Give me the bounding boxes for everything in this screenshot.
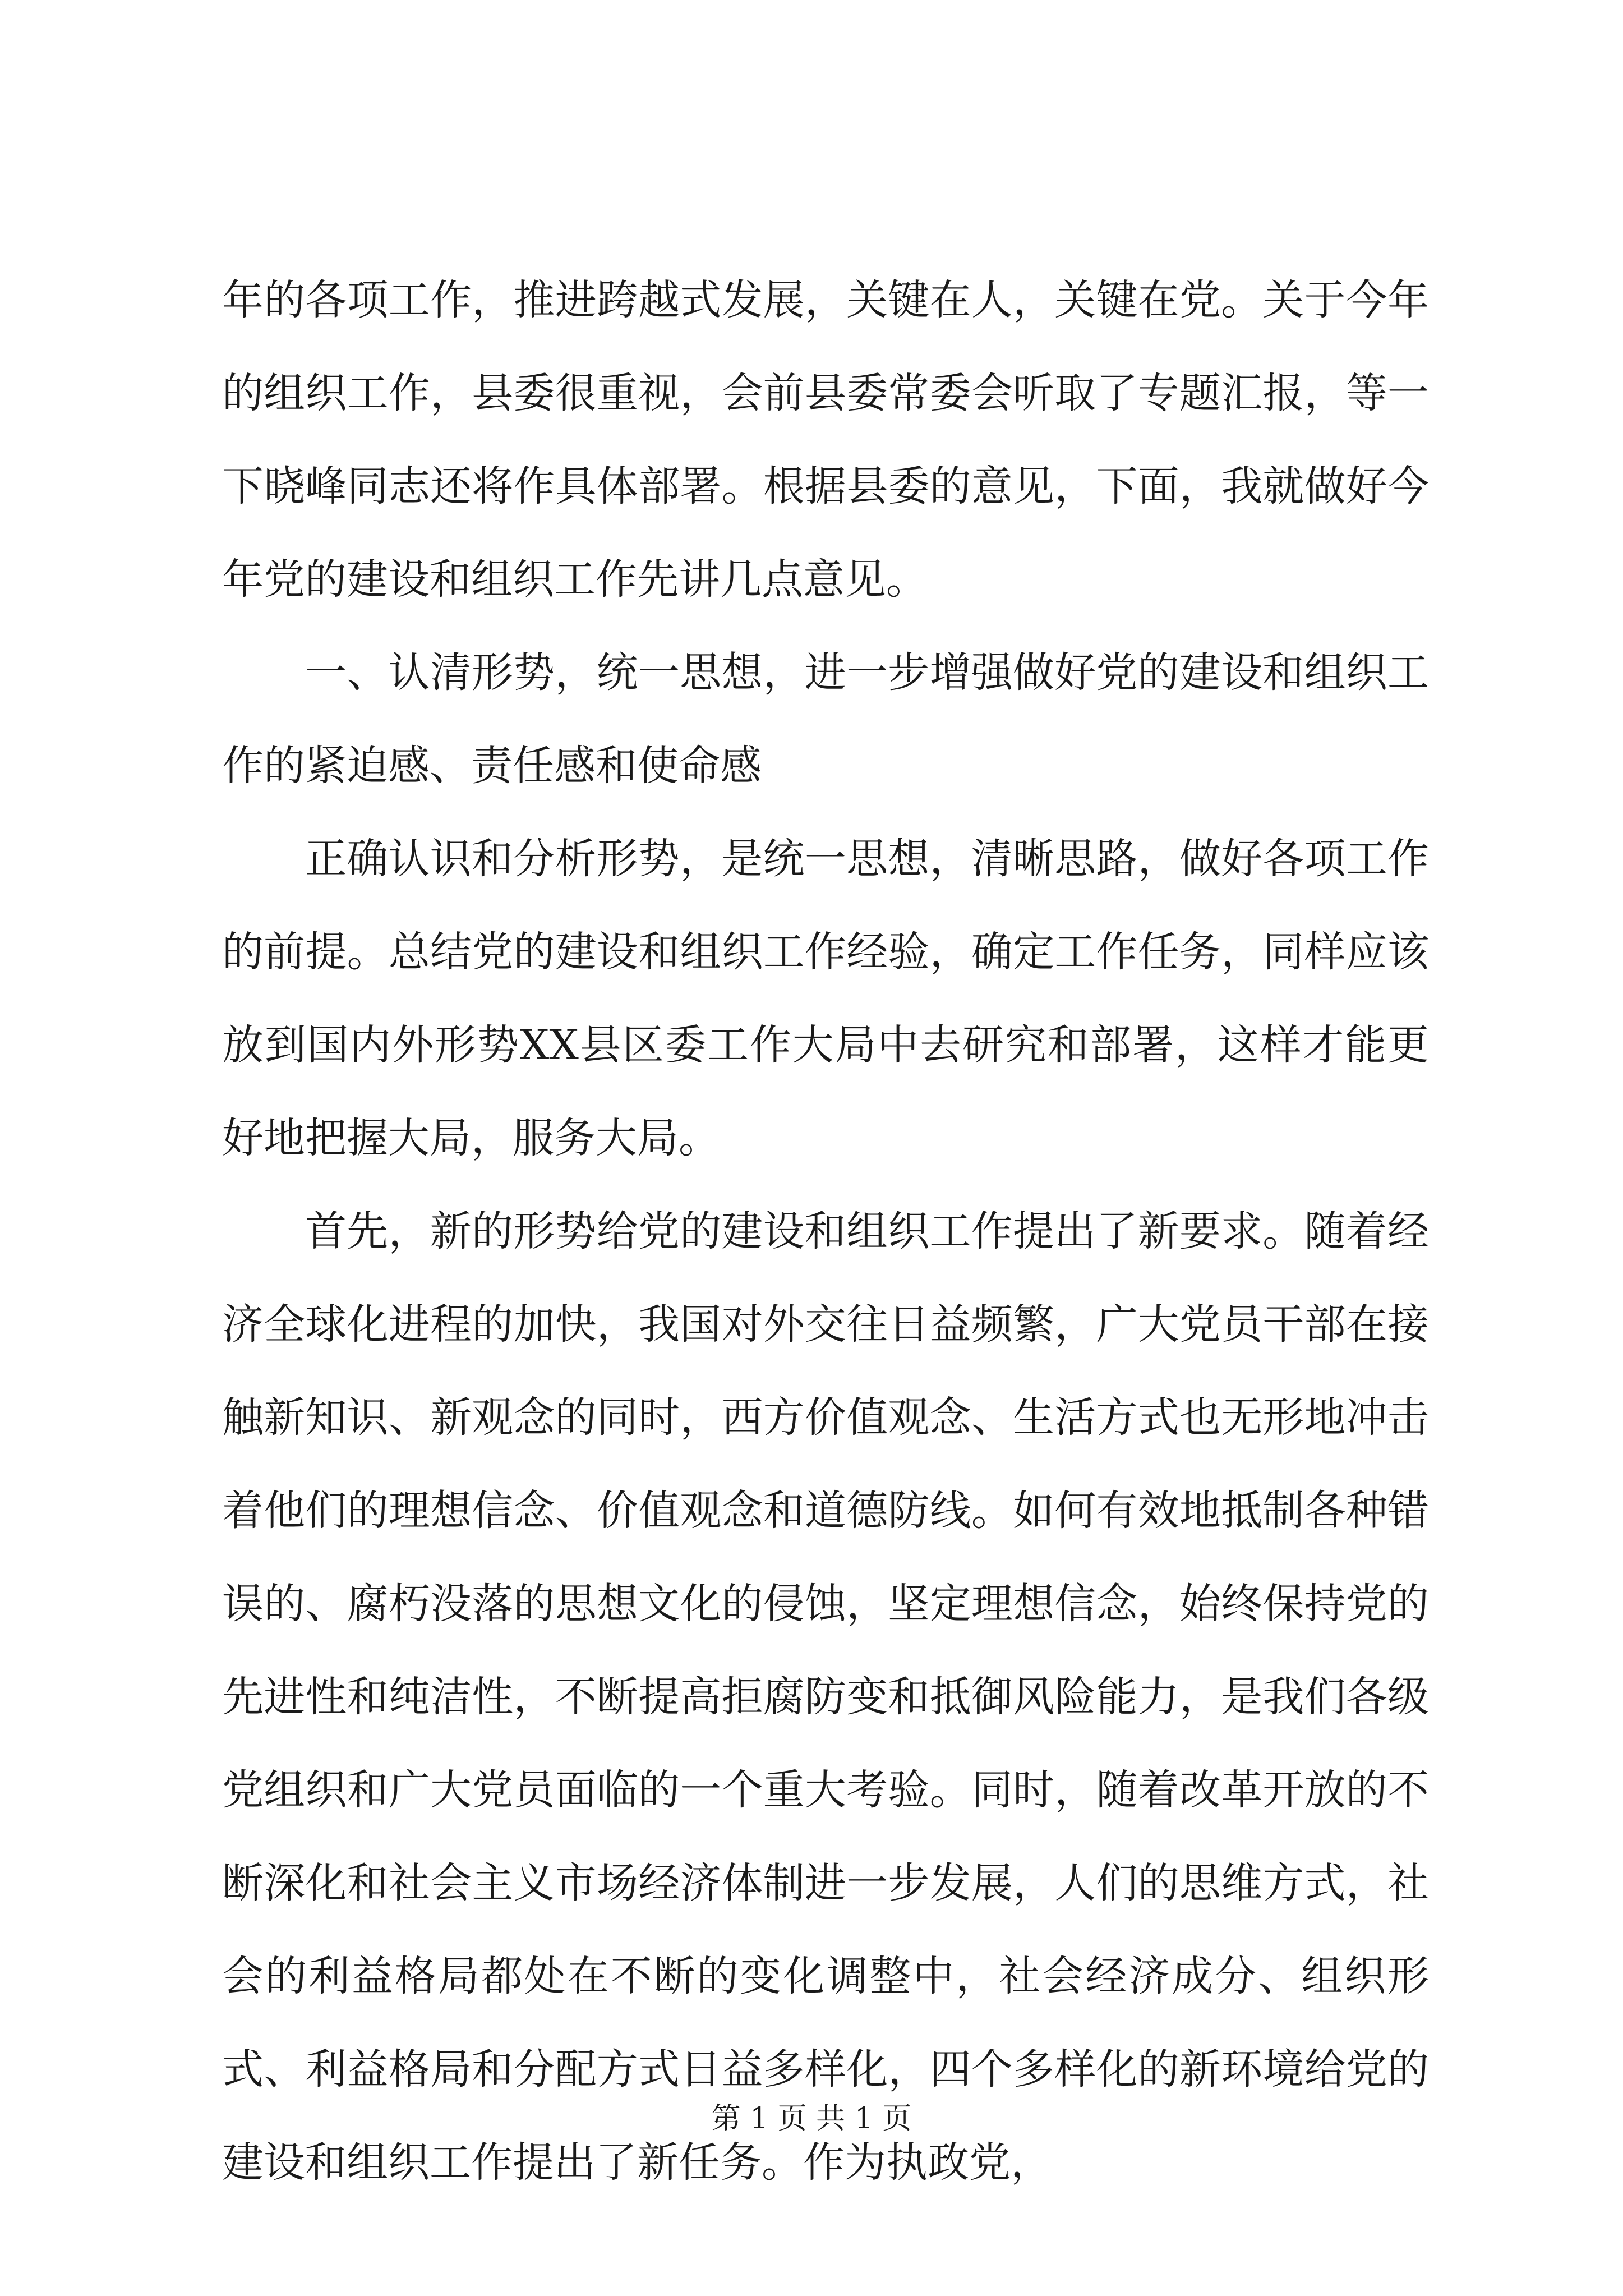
paragraph-situation: 正确认识和分析形势，是统一思想，清晰思路，做好各项工作的前提。总结党的建设和组织工作经验，确定工作任务，同样应该放到国内外形势XX县区委工作大局中去研究和部署，这样才能更好地把握大局，服务大局。: [222, 835, 1429, 1162]
page-footer: 第 1 页 共 1 页: [711, 2102, 912, 2136]
paragraph-continuation: 年的各项工作，推进跨越式发展，关键在人，关键在党。关于今年的组织工作，县委很重视，会前县委常委会听取了专题汇报，等一下晓峰同志还将作具体部署。根据县委的意见，下面，我就做好今年党的建设和组织工作先讲几点意见。: [222, 276, 1429, 604]
section-heading: 一、认清形势，统一思想，进一步增强做好党的建设和组织工作的紧迫感、责任感和使命感: [222, 648, 1429, 790]
paragraph-first-point: 首先，新的形势给党的建设和组织工作提出了新要求。随着经济全球化进程的加快，我国对外交往日益频繁，广大党员干部在接触新知识、新观念的同时，西方价值观念、生活方式也无形地冲击着他们的理想信念、价值观念和道德防线。如何有效地抵制各种错误的、腐朽没落的思想文化的侵蚀，坚定理想信念，始终保持党的先进性和纯洁性，不断提高拒腐防变和抵御风险能力，是我们各级党组织和广大党员面临的一个重大考验。同时，随着改革开放的不断深化和社会主义市场经济体制进一步发展，人们的思维方式，社会的利益格局都处在不断的变化调整中，社会经济成分、组织形式、利益格局和分配方式日益多样化，四个多样化的新环境给党的建设和组织工作提出了新任务。作为执政党，: [222, 1207, 1429, 2187]
document-body: [222, 254, 1429, 2209]
